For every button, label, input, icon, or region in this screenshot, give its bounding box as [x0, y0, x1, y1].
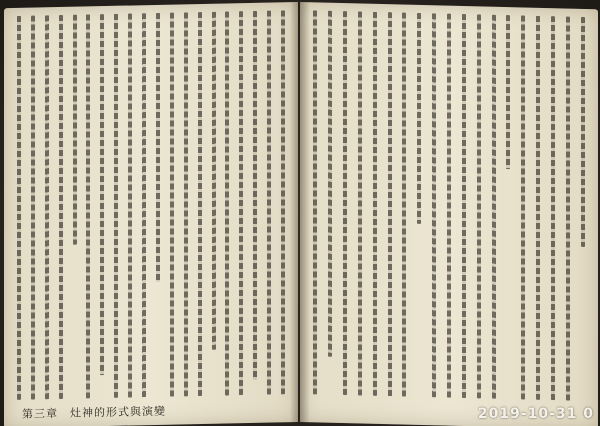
text-column [492, 15, 496, 399]
text-column [86, 14, 90, 398]
right-page-text-columns [308, 10, 590, 401]
text-column [343, 11, 347, 395]
text-column [462, 14, 466, 398]
text-column [253, 11, 257, 380]
text-column [417, 13, 421, 224]
open-book [4, 2, 598, 424]
text-column [281, 10, 285, 394]
left-page-running-footer: 第三章 灶神的形式與演變 [22, 404, 166, 421]
text-column [521, 15, 525, 399]
text-column [506, 15, 510, 169]
text-column [402, 13, 406, 397]
text-column [128, 13, 132, 397]
right-page [300, 2, 598, 426]
text-column [388, 12, 392, 396]
text-column [45, 15, 49, 399]
left-page-text-columns [12, 10, 290, 400]
text-column [358, 11, 362, 395]
text-column [59, 15, 63, 399]
text-column [100, 14, 104, 375]
text-column [184, 12, 188, 396]
text-column [432, 13, 436, 397]
text-column [447, 14, 451, 398]
text-column [198, 12, 202, 396]
text-column [31, 16, 35, 400]
text-column [239, 11, 243, 395]
text-column [156, 13, 160, 282]
text-column [212, 12, 216, 350]
text-column [313, 10, 317, 394]
text-column [536, 16, 540, 400]
text-column [551, 16, 555, 400]
text-column [17, 16, 21, 400]
text-column [477, 14, 481, 398]
text-column [373, 12, 377, 396]
text-column [225, 11, 229, 395]
text-column [267, 11, 271, 395]
left-page [4, 2, 298, 426]
text-column [73, 15, 77, 245]
text-column [581, 17, 585, 247]
text-column [170, 13, 174, 397]
text-column [566, 16, 570, 400]
text-column [328, 11, 332, 357]
text-column [142, 13, 146, 397]
text-column [114, 14, 118, 398]
camera-date-stamp: 2019-10-31 0 [477, 406, 594, 422]
